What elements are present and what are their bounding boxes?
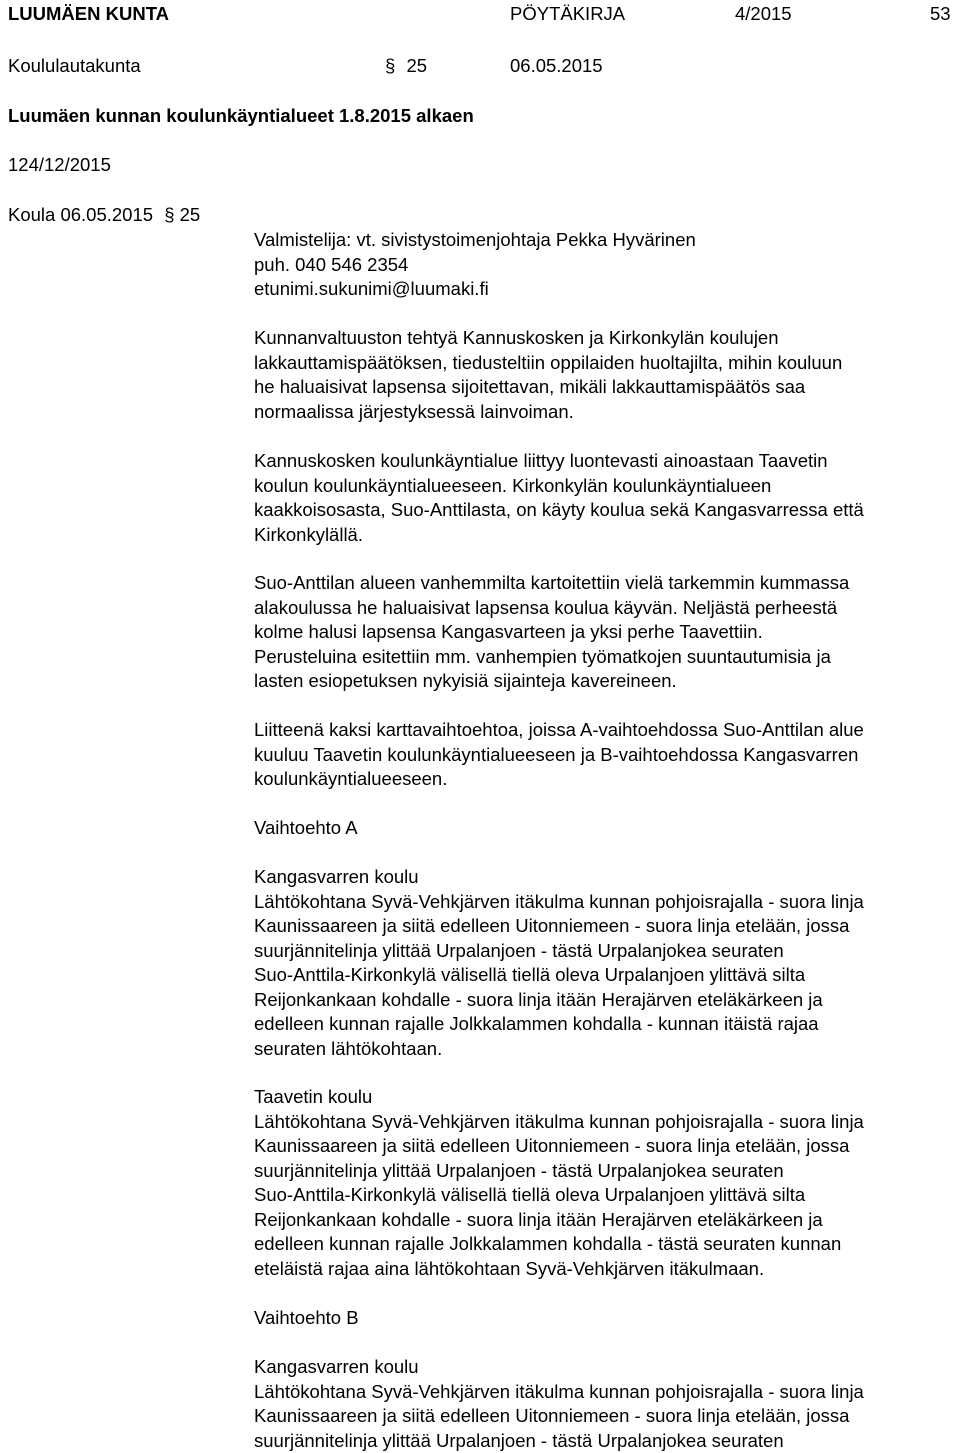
text-line: lasten esiopetuksen nykyisiä sijainteja kavereineen.: [254, 670, 677, 691]
text-line: eteläistä rajaa aina lähtökohtaan Syvä-Vehkjärven itäkulmaan.: [254, 1257, 765, 1279]
text-line: Kannuskosken koulunkäyntialue liittyy luontevasti ainoastaan Taavetin: [254, 450, 828, 471]
text-line: Kaunissaareen ja siitä edelleen Uitonniemeen - suora linja etelään, jossa: [254, 1405, 850, 1426]
page-number: 53: [930, 3, 951, 24]
paragraph-a-taavetti: [254, 1085, 960, 1281]
text-line: Kirkonkylällä.: [254, 523, 363, 545]
text-line: Lähtökohtana Syvä-Vehkjärven itäkulma kunnan pohjoisrajalla - suora linja: [254, 890, 864, 912]
text-line: koulunkäyntialueeseen.: [254, 768, 448, 789]
text-line: kolme halusi lapsensa Kangasvarteen ja yksi perhe Taavettiin.: [254, 621, 763, 642]
text-line: Reijonkankaan kohdalle - suora linja itään Herajärven eteläkärkeen ja: [254, 988, 823, 1010]
paragraph-b-kangasvarsi: [254, 1355, 960, 1453]
paragraph-decision-background: [254, 326, 960, 424]
preparer-block: [254, 228, 960, 302]
text-line: normaalissa järjestyksessä lainvoiman.: [254, 400, 574, 422]
document-type: PÖYTÄKIRJA: [510, 3, 626, 24]
text-line: lakkauttamispäätöksen, tiedusteltiin oppilaiden huoltajilta, mihin kouluun: [254, 351, 843, 373]
paragraph-a-kangasvarsi: [254, 865, 960, 1061]
paragraph-suo-anttila-survey: [254, 571, 960, 694]
text-line: Suo-Anttila-Kirkonkylä välisellä tiellä oleva Urpalanjoen ylittävä silta: [254, 1184, 806, 1205]
text-line: Suo-Anttila-Kirkonkylä välisellä tiellä oleva Urpalanjoen ylittävä silta: [254, 964, 806, 985]
text-line: kuuluu Taavetin koulunkäyntialueeseen ja B-vaihtoehdossa Kangasvarren: [254, 743, 859, 765]
text-line: Perusteluina esitettiin mm. vanhempien työmatkojen suuntautumisia ja: [254, 645, 831, 667]
text-line: Lähtökohtana Syvä-Vehkjärven itäkulma kunnan pohjoisrajalla - suora linja: [254, 1110, 864, 1132]
text-line: edelleen kunnan rajalle Jolkkalammen kohdalla - kunnan itäistä rajaa: [254, 1013, 819, 1034]
section-mark: [385, 54, 427, 79]
koula-section: [8, 203, 200, 228]
text-line: Kaunissaareen ja siitä edelleen Uitonniemeen - suora linja etelään, jossa: [254, 915, 850, 936]
text-line: Kangasvarren koulu: [254, 866, 419, 887]
text-line: Lähtökohtana Syvä-Vehkjärven itäkulma kunnan pohjoisrajalla - suora linja: [254, 1380, 864, 1402]
reference-number: 124/12/2015: [8, 154, 111, 175]
document-number: 4/2015: [735, 3, 792, 24]
preparer-email: etunimi.sukunimi@luumaki.fi: [254, 278, 489, 299]
text-line: Taavetin koulu: [254, 1086, 373, 1107]
text-line: Vaihtoehto B: [254, 1307, 359, 1328]
text-line: alakoulussa he haluaisivat lapsensa koulua käyvän. Neljästä perheestä: [254, 596, 838, 618]
subject-title: Luumäen kunnan koulunkäyntialueet 1.8.2015 alkaen: [8, 105, 474, 126]
text-line: Suo-Anttilan alueen vanhemmilta kartoitettiin vielä tarkemmin kummassa: [254, 572, 850, 593]
heading-alternative-a: [254, 816, 960, 841]
preparer-phone: puh. 040 546 2354: [254, 253, 409, 275]
koula-date: Koula 06.05.2015: [8, 204, 154, 225]
text-line: Liitteenä kaksi karttavaihtoehtoa, joissa A-vaihtoehdossa Suo-Anttilan alue: [254, 719, 864, 740]
text-line: Kangasvarren koulu: [254, 1356, 419, 1377]
municipality-name: LUUMÄEN KUNTA: [8, 3, 169, 24]
preparer-name: Valmistelija: vt. sivistystoimenjohtaja Pekka Hyvärinen: [254, 229, 696, 250]
meeting-date: 06.05.2015: [510, 55, 603, 76]
text-line: koulun koulunkäyntialueeseen. Kirkonkylän koulunkäyntialueen: [254, 474, 772, 496]
koula-section-symbol: §: [164, 204, 175, 225]
text-line: Reijonkankaan kohdalle - suora linja itään Herajärven eteläkärkeen ja: [254, 1208, 823, 1230]
text-line: suurjännitelinja ylittää Urpalanjoen - tästä Urpalanjokea seuraten: [254, 1159, 784, 1181]
text-line: suurjännitelinja ylittää Urpalanjoen - tästä Urpalanjokea seuraten: [254, 939, 784, 961]
koula-section-number: 25: [179, 204, 201, 225]
text-line: he haluaisivat lapsensa sijoitettavan, mikäli lakkauttamispäätös saa: [254, 376, 806, 397]
text-line: seuraten lähtökohtaan.: [254, 1037, 443, 1059]
paragraph-attachments: [254, 718, 960, 792]
text-line: Kaunissaareen ja siitä edelleen Uitonniemeen - suora linja etelään, jossa: [254, 1135, 850, 1156]
heading-alternative-b: [254, 1306, 960, 1331]
text-line: Kunnanvaltuuston tehtyä Kannuskosken ja Kirkonkylän koulujen: [254, 327, 779, 348]
section-number: 25: [406, 55, 428, 76]
paragraph-kannuskoski-area: [254, 449, 960, 547]
text-line: edelleen kunnan rajalle Jolkkalammen kohdalla - tästä seuraten kunnan: [254, 1233, 842, 1254]
text-line: suurjännitelinja ylittää Urpalanjoen - tästä Urpalanjokea seuraten: [254, 1429, 784, 1451]
board-name: Koululautakunta: [8, 55, 141, 76]
text-line: kaakkoisosasta, Suo-Anttilasta, on käyty koulua sekä Kangasvarressa että: [254, 499, 864, 520]
text-line: Vaihtoehto A: [254, 817, 358, 838]
section-symbol: §: [385, 55, 396, 76]
